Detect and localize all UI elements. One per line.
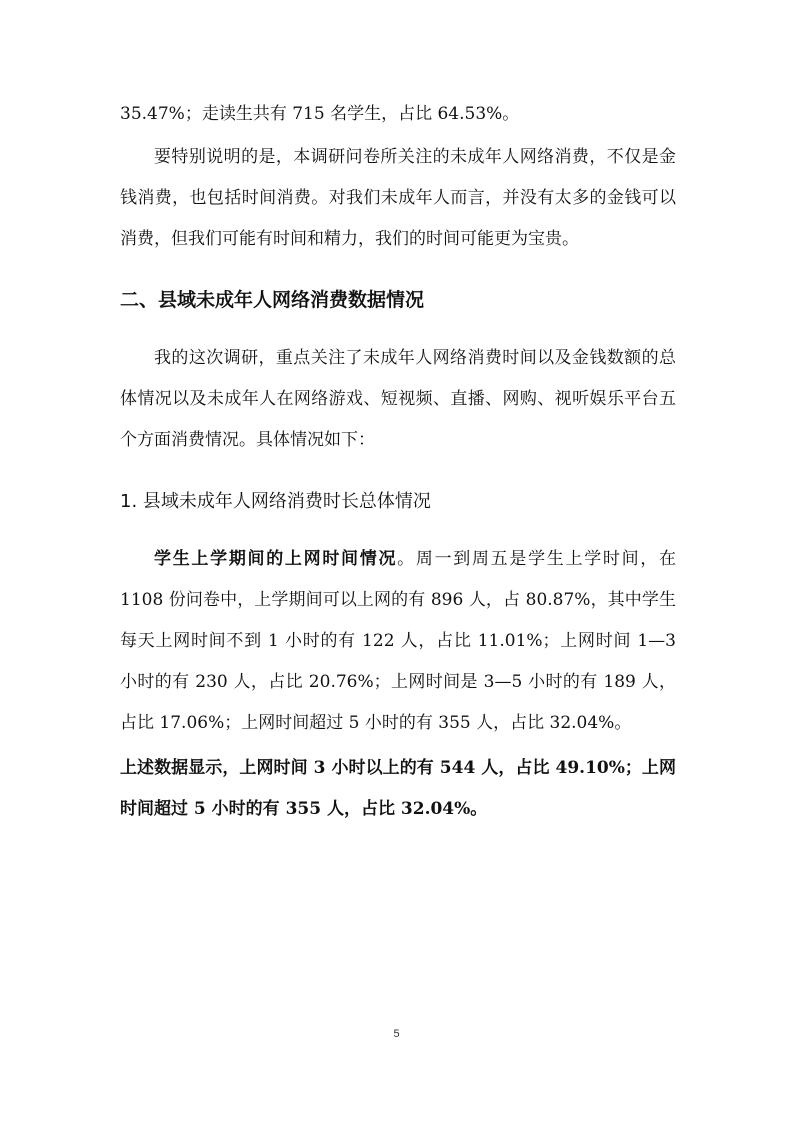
section-heading: 二、县域未成年人网络消费数据情况 [120, 289, 425, 311]
paragraph-intro: 我的这次调研，重点关注了未成年人网络消费时间以及金钱数额的总体情况以及未成年人在网络游戏、短视频、直播、网购、视听娱乐平台五个方面消费情况。具体情况如下： [120, 348, 676, 450]
paragraph-school-time-body: 。周一到周五是学生上学时间，在 1108 份问卷中，上学期间可以上网的有 896 人，占 80.87%，其中学生每天上网时间不到 1 小时的有 122 人，占比 11.01%；上网时间 1—3 小时的有 230 人，占比 20.76%；上网时间是 3—5 小时的有 189 人，占比 17.06%；上网时间超过 5 小时的有 355 人，占比 32.04%。 [120, 549, 677, 733]
paragraph-school-time [120, 539, 676, 744]
paragraph-note: 要特别说明的是，本调研问卷所关注的未成年人网络消费，不仅是金钱消费，也包括时间消费。对我们未成年人而言，并没有太多的金钱可以消费，但我们可能有时间和精力，我们的时间可能更为宝贵。 [120, 147, 676, 249]
paragraph-continued: 35.47%；走读生共有 715 名学生，占比 64.53%。 [120, 104, 520, 124]
page-number: 5 [393, 1028, 400, 1040]
paragraph-summary-bold: 上述数据显示，上网时间 3 小时以上的有 544 人，占比 49.10%；上网时间超过 5 小时的有 355 人，占比 32.04%。 [120, 758, 676, 819]
subsection-heading: 1. 县域未成年人网络消费时长总体情况 [120, 491, 431, 512]
paragraph-lead-bold: 学生上学期间的上网时间情况 [154, 549, 398, 569]
